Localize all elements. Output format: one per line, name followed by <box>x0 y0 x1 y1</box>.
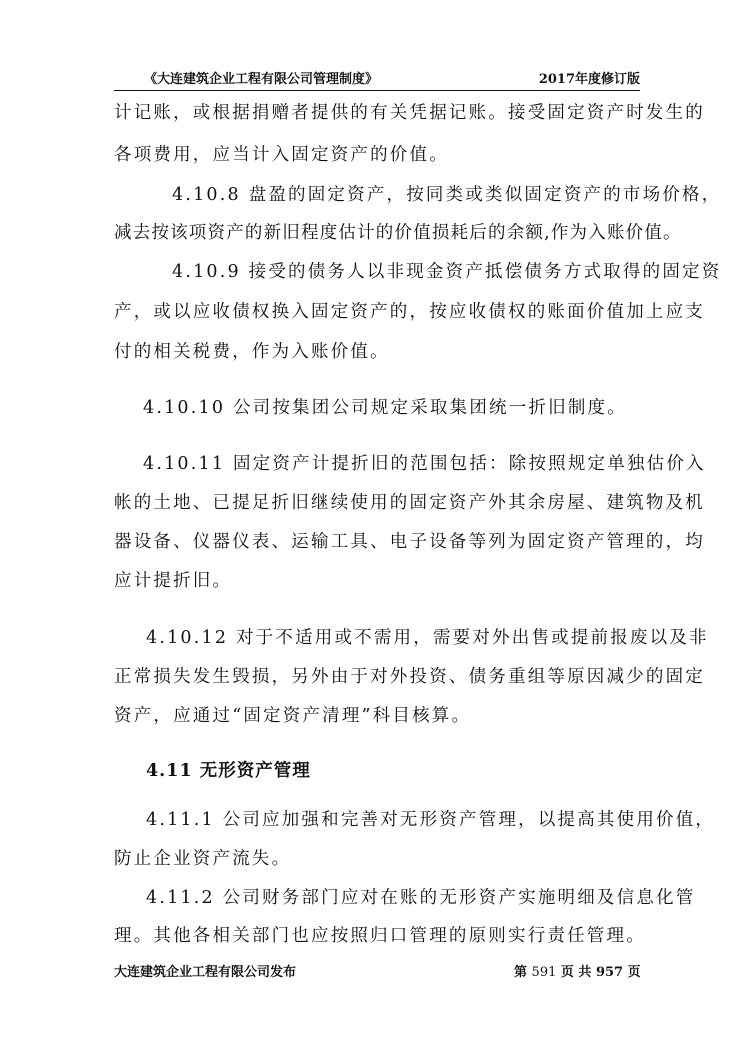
body-line: 产，或以应收债权换入固定资产的，按应收债权的账面价值加上应支 <box>114 302 705 322</box>
body-line: 防止企业资产流失。 <box>114 849 292 869</box>
total-pages: 957 <box>595 965 624 980</box>
header-title: 《大连建筑企业工程有限公司管理制度》 <box>144 72 379 87</box>
body-line: 正常损失发生毁损，另外由于对外投资、债务重组等原因减少的固定 <box>114 667 705 687</box>
body-line: 各项费用，应当计入固定资产的价值。 <box>114 145 449 165</box>
body-line: 4.10.12 对于不适用或不需用，需要对外出售或提前报废以及非 <box>146 628 709 648</box>
body-line: 4.10.8 盘盈的固定资产，按同类或类似固定资产的市场价格， <box>172 185 722 205</box>
footer-page-number: 第 591 页 共 957 页 <box>514 965 641 980</box>
header-edition: 2017年度修订版 <box>538 72 640 87</box>
body-line: 4.11.2 公司财务部门应对在账的无形资产实施明细及信息化管 <box>146 888 696 908</box>
page-header <box>114 64 640 91</box>
body-line: 4.10.10 公司按集团公司规定采取集团统一折旧制度。 <box>143 398 627 418</box>
current-page: 591 <box>531 965 557 980</box>
body-line: 付的相关税费，作为入账价值。 <box>114 342 390 362</box>
body-line: 帐的土地、已提足折旧继续使用的固定资产外其余房屋、建筑物及机 <box>114 493 705 513</box>
section-heading: 4.11 无形资产管理 <box>146 761 311 781</box>
body-line: 资产，应通过“固定资产清理”科目核算。 <box>114 706 472 726</box>
body-line: 理。其他各相关部门也应按照归口管理的原则实行责任管理。 <box>114 926 646 946</box>
body-line: 4.10.9 接受的债务人以非现金资产抵偿债务方式取得的固定资 <box>172 262 722 282</box>
body-line: 应计提折旧。 <box>114 571 233 591</box>
body-line: 减去按该项资产的新旧程度估计的价值损耗后的余额,作为入账价值。 <box>114 223 682 243</box>
body-line: 计记账，或根据捐赠者提供的有关凭据记账。接受固定资产时发生的 <box>114 103 705 123</box>
body-line: 4.11.1 公司应加强和完善对无形资产管理，以提高其使用价值， <box>146 810 716 830</box>
body-line: 器设备、仪器仪表、运输工具、电子设备等列为固定资产管理的，均 <box>114 532 705 552</box>
footer-publisher: 大连建筑企业工程有限公司发布 <box>114 965 297 980</box>
body-line: 4.10.11 固定资产计提折旧的范围包括：除按照规定单独估价入 <box>143 454 706 474</box>
